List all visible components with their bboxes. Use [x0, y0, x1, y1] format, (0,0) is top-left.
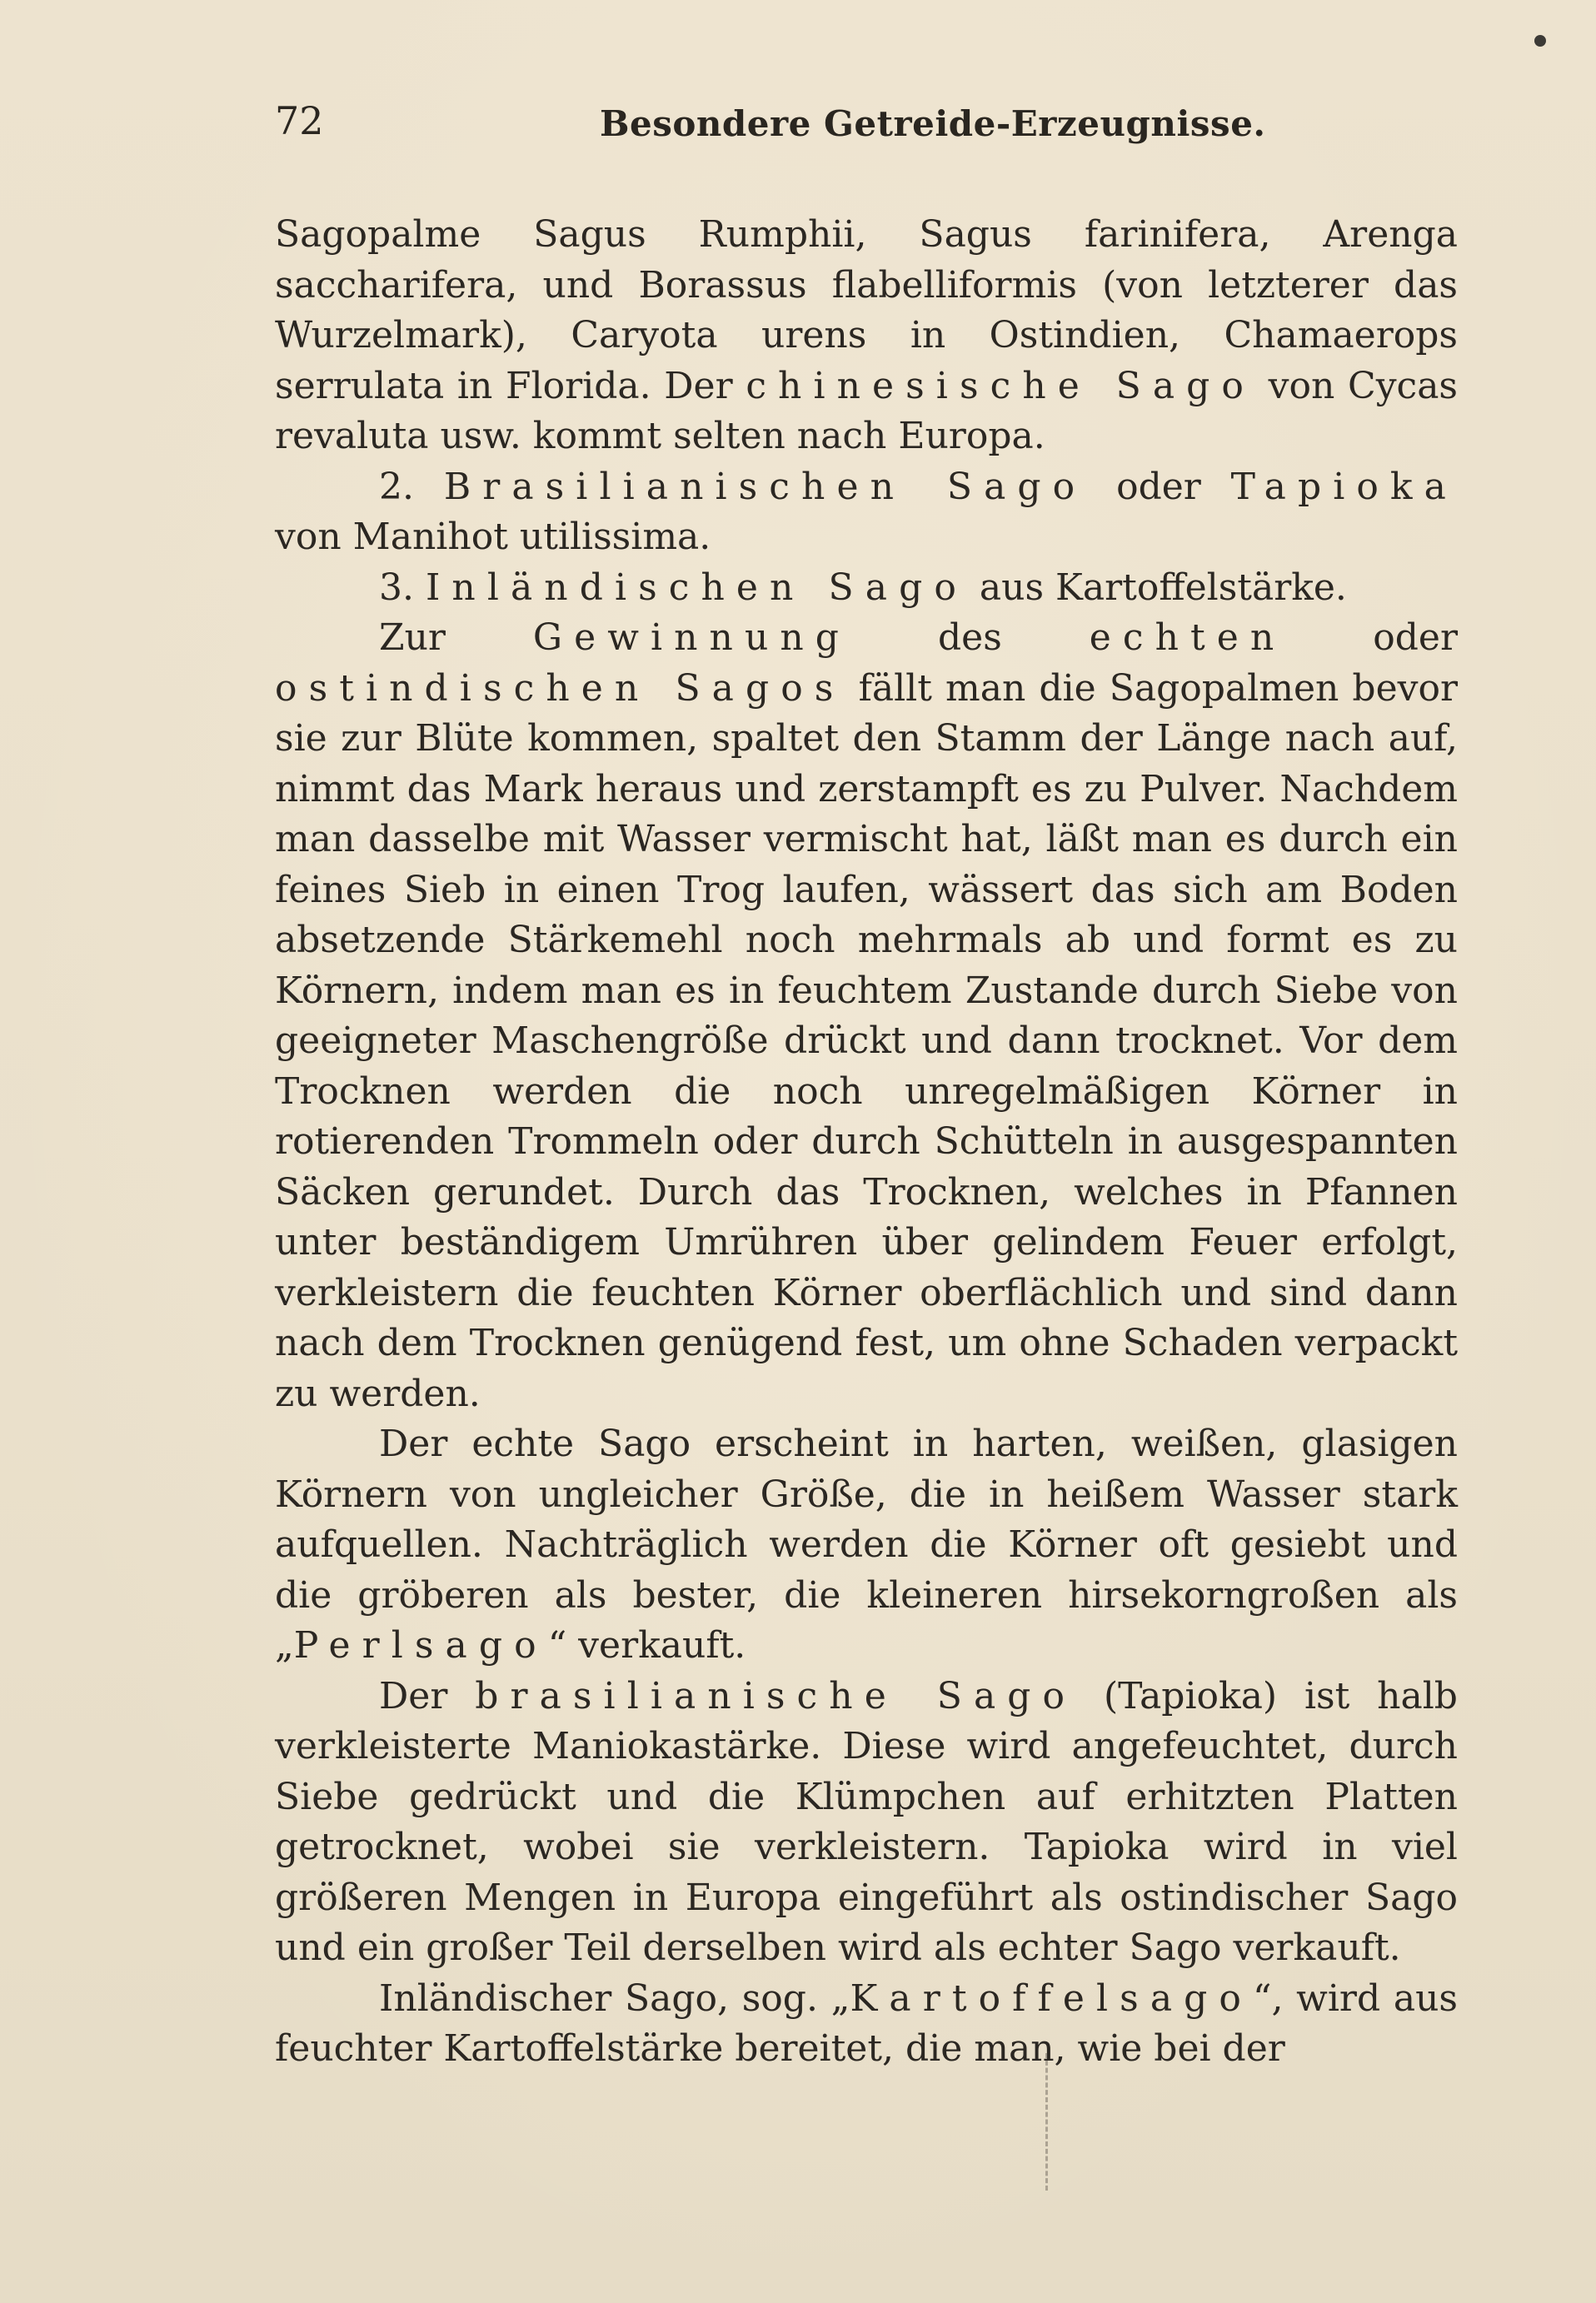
- spaced-term: Gewinnung: [532, 616, 851, 659]
- text-run: 3.: [379, 566, 426, 609]
- text-run: von Cycas revaluta usw. kommt selten nach Europa.: [275, 364, 1459, 457]
- page-number: 72: [275, 98, 324, 143]
- stamp-bleed-through: [1045, 2053, 1050, 2191]
- paragraph: [275, 210, 1458, 462]
- running-head: Besondere Getreide-Erzeugnisse.: [600, 103, 1266, 144]
- spaced-term: Tapioka: [1230, 465, 1458, 508]
- text-run: (Tapioka) ist halb verkleisterte Maniokastärke. Diese wird angefeuchtet, durch Siebe gedrückt und die Klümpchen auf erhitzten Platten getrocknet, wobei sie verkleistern. Tapioka wird in viel größeren Mengen in Europa eingeführt als ostindischer Sago und ein großer Teil derselben wird als echter Sago verkauft.: [275, 1674, 1458, 1969]
- spaced-term: Kartoffelsago: [850, 1976, 1253, 2020]
- text-run: des: [850, 616, 1090, 659]
- spaced-term: Perlsago: [293, 1624, 548, 1667]
- text-run: Inländischer Sago, sog. „: [379, 1976, 850, 2020]
- text-run: Der: [379, 1674, 476, 1717]
- paragraph: [275, 1974, 1458, 2075]
- text-run: Der echte Sago erscheint in harten, weißen, glasigen Körnern von ungleicher Größe, die in heißem Wasser stark aufquellen. Nachträglich werden die Körner oft gesiebt und die gröberen als bester, die kleineren hirsekorngroßen als „: [275, 1423, 1458, 1667]
- text-run: Sagopalme Sagus Rumphii, Sagus farinifera, Arenga saccharifera, und Borassus flabelliformis (von letzterer das Wurzelmark), Caryota urens in Ostindien, Chamaerops serrulata in Florida. Der: [275, 213, 1458, 407]
- spaced-term: brasilianische Sago: [475, 1674, 1077, 1717]
- spaced-term: ostindischen Sagos: [275, 666, 845, 710]
- text-run: fällt man die Sagopalmen bevor sie zur Blüte kommen, spaltet den Stamm der Länge nach auf, nimmt das Mark heraus und zerstampft es zu Pulver. Nachdem man dasselbe mit Wasser vermischt hat, läßt man es durch ein feines Sieb in einen Trog laufen, wässert das sich am Boden absetzende Stärkemehl noch mehrmals ab und formt es zu Körnern, indem man es in feuchtem Zustande durch Siebe von geeigneter Maschengröße drückt und dann trocknet. Vor dem Trocknen werden die noch unregelmäßigen Körner in rotierenden Trommeln oder durch Schütteln in ausgespannten Säcken gerundet. Durch das Trocknen, welches in Pfannen unter beständigem Umrühren über gelindem Feuer erfolgt, verkleistern die feuchten Körner oberflächlich und sind dann nach dem Trocknen genügend fest, um ohne Schaden verpackt zu werden.: [275, 666, 1458, 1415]
- text-run: oder: [1285, 616, 1458, 659]
- body-text: [275, 210, 1458, 2075]
- spaced-term: Inländischen Sago: [425, 566, 968, 609]
- page-header: [275, 98, 1458, 157]
- text-run: aus Kartoffelstärke.: [967, 566, 1347, 609]
- ink-spot: [1534, 35, 1546, 47]
- text-run: von Manihot utilissima.: [275, 516, 711, 558]
- text-run: Zur: [379, 616, 533, 659]
- text-run: “ verkauft.: [547, 1624, 746, 1667]
- paragraph: [275, 462, 1458, 563]
- paragraph: [275, 1672, 1458, 1974]
- paragraph: [275, 1419, 1458, 1672]
- text-run: oder: [1086, 465, 1231, 508]
- text-run: “, wird aus feuchter Kartoffelstärke bereitet, die man, wie bei der: [275, 1976, 1458, 2070]
- spaced-term: chinesische Sago: [746, 364, 1255, 407]
- paragraph: [275, 563, 1458, 614]
- text-run: 2.: [379, 465, 444, 508]
- paragraph: [275, 613, 1458, 1419]
- spaced-term: Brasilianischen Sago: [443, 465, 1087, 508]
- spaced-term: echten: [1089, 616, 1286, 659]
